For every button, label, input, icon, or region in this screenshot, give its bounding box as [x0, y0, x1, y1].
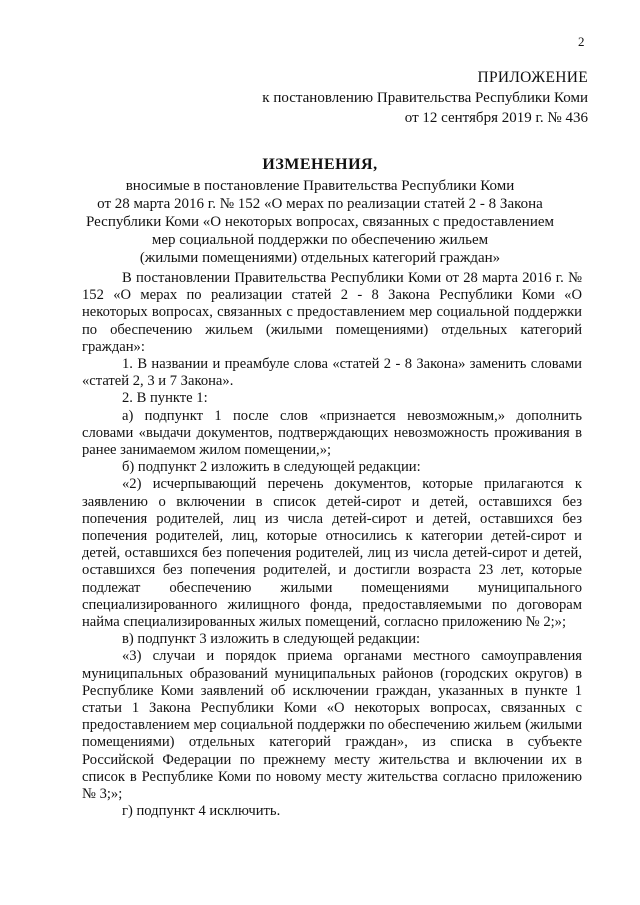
appendix-line-1: к постановлению Правительства Республики Коми — [262, 90, 588, 106]
title-line: Республики Коми «О некоторых вопросах, связанных с предоставлением — [86, 214, 554, 230]
title-line: от 28 марта 2016 г. № 152 «О мерах по реализации статей 2 - 8 Закона — [97, 196, 543, 212]
paragraph: 2. В пункте 1: — [122, 390, 208, 407]
title-line: мер социальной поддержки по обеспечению жильем — [151, 232, 489, 248]
title-block — [60, 156, 580, 267]
document-heading: ИЗМЕНЕНИЯ, — [262, 156, 378, 173]
appendix-heading: ПРИЛОЖЕНИЕ — [477, 69, 588, 86]
title-line: (жилыми помещениями) отдельных категорий граждан» — [139, 250, 501, 266]
paragraph: г) подпункт 4 исключить. — [122, 803, 281, 820]
paragraph: В постановлении Правительства Республики Коми от 28 марта 2016 г. № 152 «О мерах по реализации статей 2 - 8 Закона Республики Коми «О некоторых вопросах, связанных с предоставлением мер социальной поддержки по обеспечению жильем (жилыми помещениями) отдельных категорий граждан»: — [82, 270, 582, 355]
appendix-line-2: от 12 сентября 2019 г. № 436 — [404, 110, 588, 126]
title-line: вносимые в постановление Правительства Республики Коми — [125, 178, 515, 194]
appendix-block — [262, 68, 588, 128]
paragraph: б) подпункт 2 изложить в следующей редакции: — [122, 459, 421, 476]
paragraph: а) подпункт 1 после слов «признается невозможным,» дополнить словами «выдачи документов, подтверждающих невозможность проживания в ранее занимаемом жилом помещении,»; — [82, 407, 582, 459]
paragraph: «3) случаи и порядок приема органами местного самоуправления муниципальных образований муниципальных районов (городских округов) в Республике Коми заявлений об исключении граждан, указанных в пункте 1 статьи 1 Закона Республики Коми «О некоторых вопросах, связанных с предоставлением мер социальной поддержки по обеспечению жильем (жилыми помещениями) отдельных категорий граждан», из списка в субъекте Российской Федерации по прежнему месту жительства и включении их в список в Республике Коми по новому месту жительства согласно приложению № 3;»; — [82, 648, 582, 803]
paragraph: в) подпункт 3 изложить в следующей редакции: — [122, 631, 421, 648]
document-body — [82, 270, 582, 821]
paragraph: «2) исчерпывающий перечень документов, которые прилагаются к заявлению о включении в список детей-сирот и детей, оставшихся без попечения родителей, лиц из числа детей-сирот и детей, оставшихся без попечения родителей, лиц, которые относились к категории детей-сирот и детей, оставшихся без попечения родителей, лиц из числа детей-сирот и детей, оставшихся без попечения родителей, и достигли возраста 23 лет, которые подлежат обеспечению жилыми помещениями муниципального специализированного жилищного фонда, предоставляемыми по договорам найма специализированных жилых помещений, согласно приложению № 2;»; — [82, 476, 582, 631]
paragraph: 1. В названии и преамбуле слова «статей 2 - 8 Закона» заменить словами «статей 2, 3 и 7 Закона». — [82, 356, 582, 390]
page-number: 2 — [578, 34, 585, 49]
